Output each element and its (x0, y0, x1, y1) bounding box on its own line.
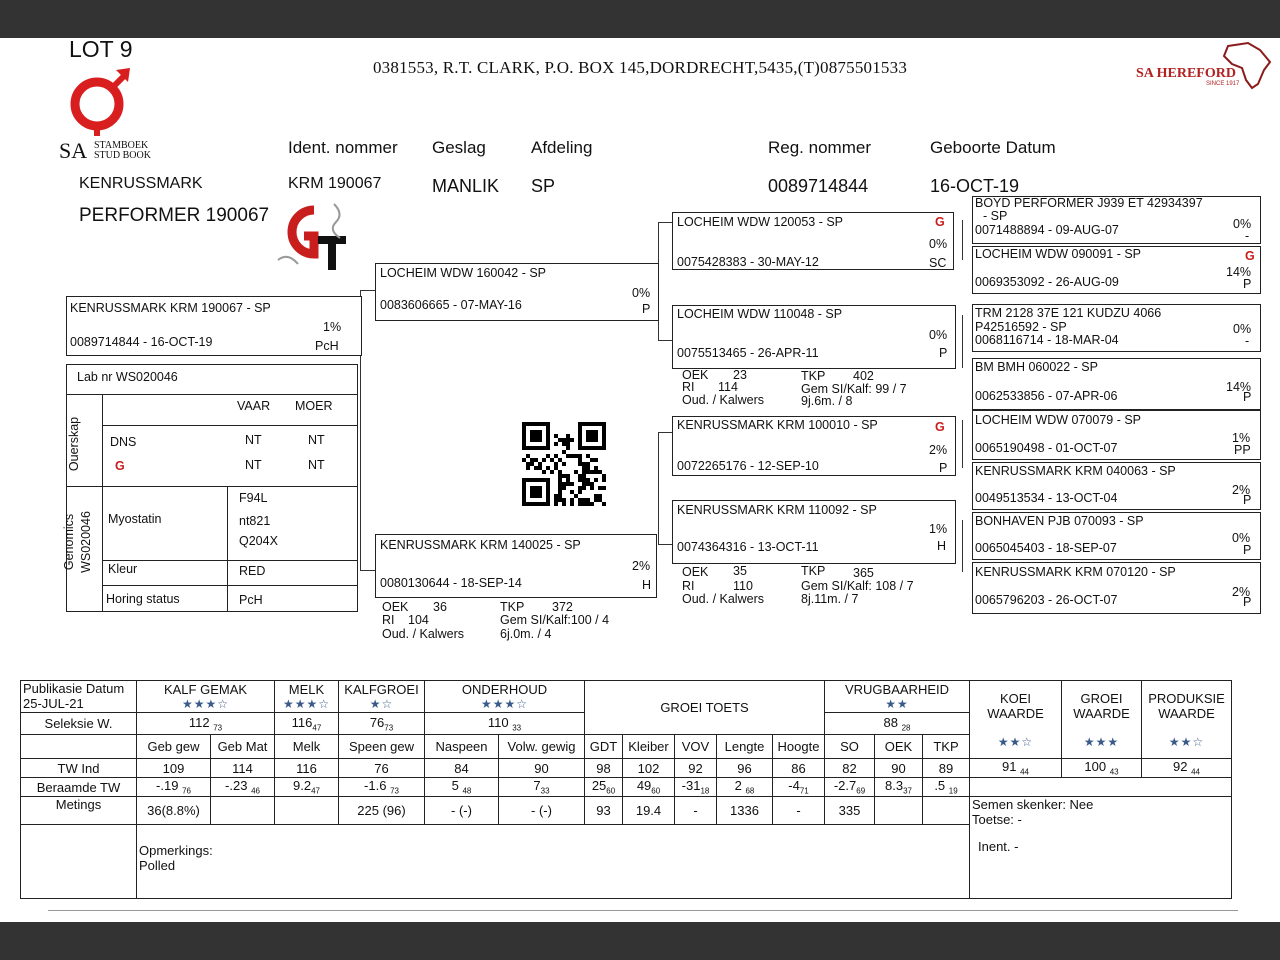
tw-cell: 96 (717, 759, 773, 778)
pedigree-line (658, 340, 672, 341)
pedigree-line (962, 315, 963, 368)
btw-val: .5 (934, 778, 946, 794)
col-lengte: Lengte (717, 735, 773, 759)
met-cell: - (773, 797, 825, 825)
lot-number: LOT 9 (69, 36, 133, 62)
footer-rule (48, 910, 1238, 911)
sel-melk: 116 (291, 714, 313, 730)
col-gdt: GDT (585, 735, 623, 759)
gg5-code: PP (1234, 443, 1251, 457)
ss-line: 0075428383 - 30-MAY-12 (677, 255, 819, 269)
dd-oud-label: Oud. / Kalwers (682, 592, 764, 606)
kalfgroei-stars: ★☆ (369, 697, 394, 711)
dam-title: KENRUSSMARK KRM 140025 - SP (380, 538, 581, 552)
tw-prod: 92 (1173, 759, 1188, 775)
met-cell: 36(8.8%) (137, 797, 211, 825)
lab-box (62, 364, 358, 612)
btw-sub: 69 (856, 786, 866, 796)
btw-row (21, 778, 1232, 797)
ss-pct: 0% (929, 237, 948, 251)
subject-box[interactable] (66, 296, 362, 356)
prod-stars: ★★☆ (1168, 734, 1205, 749)
geslag-header: Geslag (432, 138, 486, 157)
pedigree-line (962, 420, 963, 468)
dd-pct: 1% (929, 522, 948, 536)
gg6-title: KENRUSSMARK KRM 040063 - SP (975, 464, 1176, 478)
sel-vrug: 88 (883, 714, 898, 730)
btw-sub: 60 (651, 786, 661, 796)
tw-cell: 86 (773, 759, 825, 778)
gg1-title2: - SP (983, 209, 1008, 223)
gg3-title2: P42516592 - SP (975, 320, 1067, 334)
sd-oud: 9j.6m. / 8 (801, 394, 853, 408)
gg5-title: LOCHEIM WDW 070079 - SP (975, 413, 1142, 427)
dd-oek: 35 (733, 564, 747, 578)
dam-line: 0080130644 - 18-SEP-14 (380, 576, 522, 590)
dd-tkp-label: TKP (801, 564, 826, 578)
gg-box-2[interactable] (972, 246, 1261, 294)
btw-val: -2.7 (833, 778, 857, 794)
performance-table (20, 680, 1232, 899)
semen-skenker: Semen skenker: Nee (972, 797, 1094, 812)
gg-box-8[interactable] (972, 562, 1261, 614)
ss-title: LOCHEIM WDW 120053 - SP (677, 215, 844, 229)
animal-geslag: MANLIK (432, 176, 500, 196)
pedigree-line (658, 432, 672, 433)
metings-row (21, 797, 1232, 825)
studbook-symbol-icon (66, 66, 136, 138)
btw-sub: 60 (606, 786, 616, 796)
dd-gem: Gem SI/Kalf: 108 / 7 (801, 579, 914, 593)
onderhoud-label: ONDERHOUD (461, 682, 548, 697)
gg-box-7[interactable] (972, 512, 1261, 560)
dam-oek-label: OEK (382, 600, 409, 614)
sd-ri: 114 (718, 380, 738, 394)
btw-sub: 47 (311, 786, 320, 796)
gt-small-icon: G (1245, 249, 1255, 263)
dam-ri: 104 (408, 613, 429, 627)
sire-sire-box[interactable] (672, 212, 954, 270)
bottom-bar (0, 922, 1280, 960)
dam-code: H (642, 578, 652, 592)
met-cell (211, 797, 275, 825)
onderhoud-stars: ★★★☆ (480, 697, 529, 711)
opmerkings-label: Opmerkings: (139, 843, 213, 858)
tw-cell: 84 (425, 759, 499, 778)
met-cell: 225 (96) (339, 797, 425, 825)
pedigree-line (658, 432, 659, 544)
dam-box[interactable] (375, 534, 657, 598)
qr-code[interactable] (522, 422, 610, 506)
myostatin-label: Myostatin (108, 512, 162, 526)
btw-val: -.23 (225, 778, 248, 794)
studbook-sa: SA (59, 138, 88, 163)
btw-val: -31 (681, 778, 701, 794)
kleur-label: Kleur (108, 562, 138, 576)
gg-box-6[interactable] (972, 462, 1261, 510)
gg3-line: 0068116714 - 18-MAR-04 (975, 333, 1119, 347)
dam-dam-box[interactable] (672, 500, 956, 564)
vaar-label: VAAR (237, 399, 271, 413)
tw-label: TW Ind (21, 759, 137, 778)
gt-moer: NT (308, 458, 325, 472)
sel-vrug-s: 28 (901, 723, 911, 733)
tw-groei-s: 43 (1109, 767, 1119, 777)
gt-dna-logo (274, 200, 354, 272)
tw-cell: 90 (875, 759, 923, 778)
melk-stars: ★★★☆ (282, 697, 331, 711)
pub-date: 25-JUL-21 (23, 696, 84, 711)
top-bar (0, 0, 1280, 38)
tw-row (21, 759, 1232, 778)
ds-code: P (939, 461, 948, 475)
gg3-title: TRM 2128 37E 121 KUDZU 4066 (975, 306, 1162, 320)
met-cell: - (675, 797, 717, 825)
gg7-pct: 0% (1232, 531, 1251, 545)
gg5-pct: 1% (1232, 431, 1251, 445)
pub-label: Publikasie Datum (23, 681, 125, 696)
dd-code: H (937, 539, 947, 553)
toetse: Toetse: - (972, 812, 1022, 827)
btw-val: 2 (734, 778, 742, 794)
animal-reg: 0089714844 (768, 176, 869, 196)
sd-tkp-label: TKP (801, 369, 826, 383)
pedigree-line (962, 220, 963, 260)
col-geb-mat: Geb Mat (211, 735, 275, 759)
sire-title: LOCHEIM WDW 160042 - SP (380, 266, 547, 280)
btw-label: Beraamde TW (21, 778, 137, 797)
sel-melk-s: 47 (312, 723, 322, 733)
col-speen-gew: Speen gew (339, 735, 425, 759)
animal-prefix: KENRUSSMARK (79, 175, 203, 192)
subject-line: 0089714844 - 16-OCT-19 (70, 335, 213, 349)
groei-toets-label: GROEI TOETS (585, 681, 825, 735)
gt-vaar: NT (245, 458, 262, 472)
tw-cell: 92 (675, 759, 717, 778)
dns-moer: NT (308, 433, 325, 447)
gg8-pct: 2% (1232, 585, 1251, 599)
met-cell: 93 (585, 797, 623, 825)
dam-oud-label: Oud. / Kalwers (382, 627, 464, 641)
ds-pct: 2% (929, 443, 948, 457)
gg7-line: 0065045403 - 18-SEP-07 (975, 541, 1117, 555)
sel-kg: 76 (369, 714, 385, 730)
sd-oek: 23 (733, 368, 747, 382)
tw-cell: 116 (275, 759, 339, 778)
gg2-title: LOCHEIM WDW 090091 - SP (975, 247, 1142, 261)
tw-groei: 100 (1084, 759, 1107, 775)
owner-address: 0381553, R.T. CLARK, P.O. BOX 145,DORDRECHT,5435,(T)0875501533 (372, 58, 908, 77)
animal-afdeling: SP (531, 176, 556, 196)
sel-kalf: 112 (188, 714, 210, 730)
gg-box-5[interactable] (972, 410, 1261, 460)
myostatin-nt821: nt821 (239, 514, 271, 528)
tw-prod-s: 44 (1191, 767, 1200, 777)
sire-line: 0083606665 - 07-MAY-16 (380, 298, 522, 312)
sel-ond: 110 (487, 714, 509, 730)
gg2-code: P (1243, 277, 1252, 291)
vrugbaarheid-stars: ★★ (885, 697, 909, 711)
tw-cell: 90 (499, 759, 585, 778)
btw-val: 7 (533, 778, 541, 794)
subject-pct: 1% (323, 320, 342, 334)
gt-small-icon: G (115, 459, 125, 473)
gg7-title: BONHAVEN PJB 070093 - SP (975, 514, 1144, 528)
myostatin-f94l: F94L (239, 491, 268, 505)
gt-small-icon: G (935, 420, 945, 434)
koei-stars: ★★☆ (997, 734, 1034, 749)
sire-box[interactable] (375, 263, 659, 321)
dd-oud: 8j.11m. / 7 (801, 592, 859, 606)
gg6-code: P (1243, 493, 1252, 507)
gg1-code: - (1245, 229, 1250, 243)
sire-pct: 0% (632, 286, 651, 300)
col-volw-gewig: Volw. gewig (499, 735, 585, 759)
gg8-line: 0065796203 - 26-OCT-07 (975, 593, 1118, 607)
met-cell (923, 797, 970, 825)
met-cell: - (-) (499, 797, 585, 825)
geboorte-header: Geboorte Datum (930, 138, 1056, 157)
kalf-gemak-label: KALF GEMAK (163, 682, 248, 697)
gg4-title: BM BMH 060022 - SP (975, 360, 1098, 374)
dd-line: 0074364316 - 13-OCT-11 (677, 540, 819, 554)
sd-tkp: 402 (853, 369, 874, 383)
btw-sub: 73 (390, 786, 399, 796)
dam-ri-label: RI (382, 613, 395, 627)
subject-code: PcH (315, 339, 339, 353)
kalfgroei-label: KALFGROEI (344, 682, 419, 697)
dam-tkp: 372 (552, 600, 573, 614)
melk-label: MELK (288, 682, 325, 697)
gg8-title: KENRUSSMARK KRM 070120 - SP (975, 565, 1176, 579)
gg4-code: P (1243, 390, 1252, 404)
dd-tkp: 365 (853, 566, 874, 580)
btw-sub: 19 (948, 786, 958, 796)
dam-oek: 36 (433, 600, 447, 614)
horing-value: PcH (239, 593, 263, 607)
gg8-code: P (1243, 595, 1252, 609)
gg4-pct: 14% (1226, 380, 1252, 394)
gg1-line: 0071488894 - 09-AUG-07 (975, 223, 1119, 237)
groei-waarde-label: GROEI WAARDE (1073, 690, 1130, 721)
tw-cell: 114 (211, 759, 275, 778)
btw-sub: 46 (251, 786, 260, 796)
gg3-code: - (1245, 334, 1250, 348)
btw-val: 49 (636, 778, 652, 794)
col-oek: OEK (875, 735, 923, 759)
btw-sub: 71 (799, 786, 809, 796)
studbook-line2: STUD BOOK (94, 150, 151, 161)
myostatin-q204x: Q204X (239, 534, 278, 548)
met-cell (875, 797, 923, 825)
btw-val: 5 (451, 778, 459, 794)
ss-code: SC (929, 256, 947, 270)
btw-val: -.19 (156, 778, 179, 794)
subject-title: KENRUSSMARK KRM 190067 - SP (70, 301, 271, 315)
tw-cell: 102 (623, 759, 675, 778)
animal-name: PERFORMER 190067 (79, 205, 270, 226)
btw-sub: 33 (540, 786, 550, 796)
sire-dam-box[interactable] (672, 305, 956, 369)
met-cell: 19.4 (623, 797, 675, 825)
gg6-pct: 2% (1232, 483, 1251, 497)
lab-nr: Lab nr WS020046 (77, 370, 178, 384)
groei-stars: ★★★ (1083, 734, 1120, 749)
dd-ri-label: RI (682, 579, 695, 593)
gg1-pct: 0% (1233, 217, 1252, 231)
koei-waarde-label: KOEI WAARDE (987, 690, 1044, 721)
met-cell: 1336 (717, 797, 773, 825)
col-melk: Melk (275, 735, 339, 759)
dam-oud: 6j.0m. / 4 (500, 627, 552, 641)
dam-gem: Gem SI/Kalf:100 / 4 (500, 613, 610, 627)
sd-code: P (939, 346, 948, 360)
ouerskap-label: Ouerskap (67, 416, 82, 472)
tw-cell: 82 (825, 759, 875, 778)
reg-header: Reg. nommer (768, 138, 871, 157)
produksie-waarde-label: PRODUKSIE WAARDE (1148, 690, 1225, 721)
pedigree-line (962, 520, 963, 572)
gg-box-4[interactable] (972, 358, 1261, 410)
genomics-label: Genomics (62, 513, 77, 571)
dam-tkp-label: TKP (500, 600, 525, 614)
met-cell: - (-) (425, 797, 499, 825)
animal-ident: KRM 190067 (288, 175, 382, 192)
btw-val: 8.3 (885, 778, 904, 794)
btw-val: -4 (788, 778, 800, 794)
col-kleiber: Kleiber (623, 735, 675, 759)
gg-box-3[interactable] (972, 304, 1261, 352)
kleur-value: RED (239, 564, 266, 578)
col-hoogte: Hoogte (773, 735, 825, 759)
genomics-id: WS020046 (78, 511, 93, 573)
col-tkp: TKP (923, 735, 970, 759)
gg6-line: 0049513534 - 13-OCT-04 (975, 491, 1118, 505)
dd-title: KENRUSSMARK KRM 110092 - SP (677, 503, 877, 517)
sel-kalf-s: 73 (213, 723, 223, 733)
ident-header: Ident. nommer (288, 138, 398, 157)
gg2-line: 0069353092 - 26-AUG-09 (975, 275, 1119, 289)
tw-koei-s: 44 (1020, 767, 1029, 777)
sd-title: LOCHEIM WDW 110048 - SP (677, 307, 843, 321)
moer-label: MOER (295, 399, 333, 413)
sire-code: P (642, 302, 651, 316)
dam-sire-box[interactable] (672, 416, 956, 476)
gt-small-icon: G (935, 215, 945, 229)
btw-sub: 37 (903, 786, 912, 796)
col-geb-gew: Geb gew (137, 735, 211, 759)
btw-val: -1.6 (364, 778, 387, 794)
sd-ri-label: RI (682, 380, 695, 394)
gg1-title: BOYD PERFORMER J939 ET 42934397 (975, 196, 1203, 210)
pedigree-line (658, 222, 672, 223)
sel-kg-s: 73 (384, 723, 394, 733)
sd-gem: Gem SI/Kalf: 99 / 7 (801, 382, 907, 396)
met-cell (275, 797, 339, 825)
btw-sub: 68 (745, 786, 755, 796)
sel-ond-s: 33 (512, 723, 522, 733)
brand-name: SA HEREFORD (1136, 66, 1236, 81)
met-cell: 335 (825, 797, 875, 825)
btw-val: 25 (591, 778, 607, 794)
dam-pct: 2% (632, 559, 651, 573)
metings-label: Metings (21, 797, 137, 825)
sd-oek-label: OEK (682, 368, 709, 382)
afdeling-header: Afdeling (531, 138, 593, 157)
kalf-gemak-stars: ★★★☆ (181, 697, 230, 711)
gg4-line: 0062533856 - 07-APR-06 (975, 389, 1118, 403)
seleksie-label: Seleksie W. (21, 713, 137, 735)
gg3-pct: 0% (1233, 322, 1252, 336)
opmerkings-text: Polled (139, 858, 176, 873)
inent: Inent. - (978, 839, 1019, 854)
studbook-line1: STAMBOEK (94, 140, 149, 151)
tw-cell: 98 (585, 759, 623, 778)
gg2-pct: 14% (1226, 265, 1252, 279)
pedigree-line (658, 544, 672, 545)
col-vov: VOV (675, 735, 717, 759)
tw-cell: 89 (923, 759, 970, 778)
vrugbaarheid-label: VRUGBAARHEID (844, 682, 950, 697)
ds-line: 0072265176 - 12-SEP-10 (677, 459, 819, 473)
pedigree-line (360, 290, 376, 291)
col-naspeen: Naspeen (425, 735, 499, 759)
btw-val: 9.2 (293, 778, 312, 794)
btw-sub: 18 (700, 786, 710, 796)
tw-koei: 91 (1002, 759, 1017, 775)
animal-born: 16-OCT-19 (930, 176, 1020, 196)
gg-box-1[interactable] (972, 196, 1261, 244)
tw-cell: 109 (137, 759, 211, 778)
sd-line: 0075513465 - 26-APR-11 (677, 346, 819, 360)
dns-vaar: NT (245, 433, 262, 447)
btw-sub: 76 (182, 786, 191, 796)
col-so: SO (825, 735, 875, 759)
horing-label: Horing status (106, 592, 180, 606)
sd-pct: 0% (929, 328, 948, 342)
gg7-code: P (1243, 543, 1252, 557)
ds-title: KENRUSSMARK KRM 100010 - SP (677, 418, 878, 432)
dd-oek-label: OEK (682, 565, 709, 579)
pedigree-line (360, 570, 376, 571)
brand-since: SINCE 1917 (1206, 81, 1240, 87)
btw-sub: 48 (462, 786, 472, 796)
gg5-line: 0065190498 - 01-OCT-07 (975, 441, 1118, 455)
dns-label: DNS (110, 435, 137, 449)
sd-oud-label: Oud. / Kalwers (682, 393, 764, 407)
tw-cell: 76 (339, 759, 425, 778)
dd-ri: 110 (733, 579, 753, 593)
